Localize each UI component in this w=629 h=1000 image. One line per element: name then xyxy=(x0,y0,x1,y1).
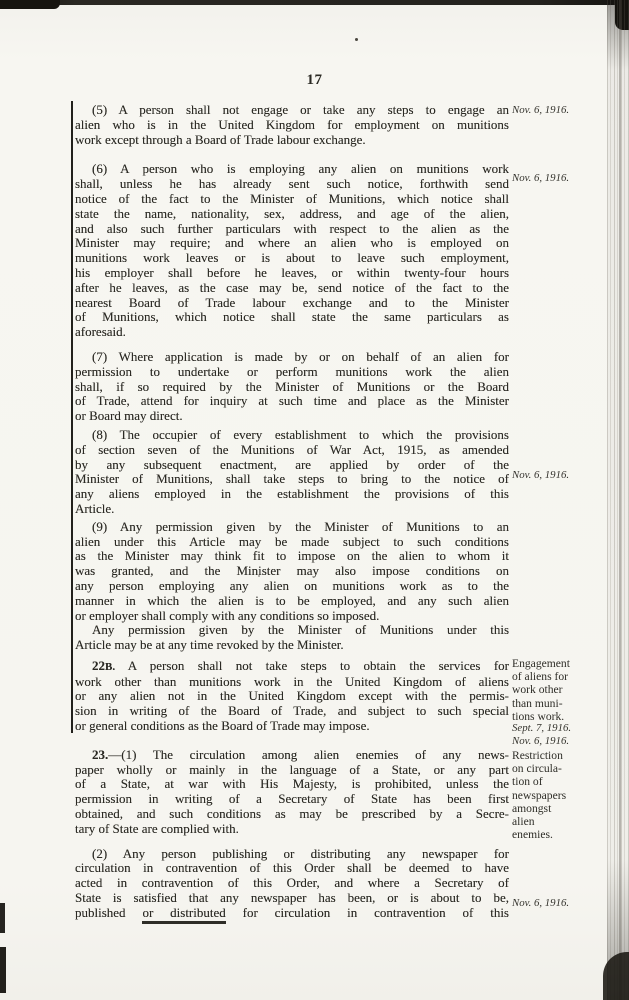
text-line xyxy=(75,409,509,424)
text-run: shall, unless he has already sent such notice, forthwith send xyxy=(75,176,509,192)
text-line xyxy=(75,609,509,624)
text-line xyxy=(75,133,509,148)
text-run: 22 xyxy=(92,657,105,673)
text-line xyxy=(75,365,509,380)
text-line xyxy=(75,638,509,653)
text-run: was granted, and the Minister may also impose conditions on xyxy=(75,563,509,579)
text-run: or any alien not in the United Kingdom except with the permis- xyxy=(75,688,509,704)
text-run: by any subsequent enactment, are applied by order of the xyxy=(75,456,509,472)
paragraph-article-22a-clause-9 xyxy=(75,520,509,624)
text-line xyxy=(75,296,509,311)
text-run: shall, if so required by the Minister of Munitions or the Board xyxy=(75,378,509,394)
margin-note-line: Engagement xyxy=(512,657,570,670)
text-run: —(1) The circulation among alien enemies of any news- xyxy=(108,746,509,762)
text-line xyxy=(75,251,509,266)
text-run: notice of the fact to the Minister of Munitions, which notice shall xyxy=(75,190,509,206)
text-line xyxy=(75,623,509,638)
margin-note-line: Restriction xyxy=(512,749,563,762)
text-run: (2) Any person publishing or distributing any newspaper for xyxy=(92,845,509,861)
margin-note-line: newspapers xyxy=(512,788,567,802)
margin-note-label xyxy=(512,657,607,723)
text-line xyxy=(75,380,509,395)
text-run: and also such further particulars with respect to the alien as the xyxy=(75,220,509,236)
text-line xyxy=(75,675,509,690)
text-line xyxy=(75,777,509,792)
margin-note-date xyxy=(512,722,607,748)
text-run: of a State, at war with His Majesty, is prohibited, unless the xyxy=(75,776,509,792)
text-run: work other than munitions work in the United Kingdom of aliens xyxy=(75,673,509,689)
margin-note-line: Sept. 7, 1916. xyxy=(512,722,572,734)
text-run: his employer shall before he leaves, or within twenty-four hours xyxy=(75,264,509,280)
text-line xyxy=(75,177,509,192)
text-line xyxy=(75,763,509,778)
scan-corner-top-left xyxy=(0,0,60,9)
text-line xyxy=(75,792,509,807)
text-line xyxy=(75,222,509,237)
paragraph-article-22a-clause-7 xyxy=(75,350,509,424)
text-line xyxy=(75,861,509,876)
text-run: 23. xyxy=(92,746,109,762)
margin-note-date xyxy=(512,469,607,482)
margin-note-line: amongst xyxy=(512,801,552,815)
scan-mark-bottom-left-2 xyxy=(0,947,6,993)
text-run: B. xyxy=(105,660,116,673)
text-line xyxy=(75,394,509,409)
margin-note-date xyxy=(512,897,607,910)
text-line xyxy=(75,579,509,594)
paragraph-article-23-clause-1 xyxy=(75,748,509,837)
text-line xyxy=(75,807,509,822)
text-run: A person shall not take steps to obtain the services for xyxy=(115,657,509,673)
text-run: (9) Any permission given by the Minister of Munitions to an xyxy=(92,518,509,534)
text-line xyxy=(75,266,509,281)
body-text-column xyxy=(75,103,509,921)
text-run: (6) A person who is employing any alien on munitions work xyxy=(92,161,509,177)
margin-note-line: Nov. 6, 1916. xyxy=(512,735,570,747)
text-run: any person employing any alien on munitions work as to the xyxy=(75,577,509,593)
text-run: alien under this Article may be made subject to such conditions xyxy=(75,533,509,549)
text-run: or general conditions as the Board of Trade may impose. xyxy=(75,718,370,734)
text-run: paper wholly or mainly in the language of a State, or any part xyxy=(75,761,509,777)
text-line xyxy=(75,906,509,921)
text-run: permission to undertake or perform munitions work the alien xyxy=(75,363,509,379)
text-run: (8) The occupier of every establishment to which the provisions xyxy=(92,426,509,442)
text-line xyxy=(75,549,509,564)
paragraph-article-22a-clause-5 xyxy=(75,103,509,147)
text-run: Minister may require; and where an alien who is employed on xyxy=(75,235,509,251)
paragraph-article-23-clause-2 xyxy=(75,847,509,921)
text-run: circulation in contravention of this Order shall be deemed to have xyxy=(75,860,509,876)
text-line xyxy=(75,847,509,862)
margin-note-label xyxy=(512,749,607,841)
text-line xyxy=(75,310,509,325)
text-line xyxy=(75,281,509,296)
text-run: (5) A person shall not engage or take any steps to engage an xyxy=(92,102,509,117)
text-run: munitions work leaves or is about to leave such employment, xyxy=(75,250,509,266)
text-line xyxy=(75,443,509,458)
text-line xyxy=(75,350,509,365)
text-run: acted in contravention of this Order, and where a Secretary of xyxy=(75,875,509,891)
text-run: Article may be at any time revoked by the Minister. xyxy=(75,637,344,653)
text-line xyxy=(75,564,509,579)
text-run: Any permission given by the Minister of Munitions under this xyxy=(92,622,509,638)
text-line xyxy=(75,876,509,891)
text-line xyxy=(75,487,509,502)
text-run: published xyxy=(75,904,143,920)
text-run: alien who is in the United Kingdom for employment on munitions xyxy=(75,116,509,132)
text-line xyxy=(75,535,509,550)
text-line xyxy=(75,822,509,837)
scan-edge-right xyxy=(607,0,629,1000)
text-run: tary of State are complied with. xyxy=(75,820,239,836)
text-line xyxy=(75,520,509,535)
margin-note-line: tions work. xyxy=(512,709,565,723)
text-line xyxy=(75,502,509,517)
text-line xyxy=(75,891,509,906)
text-run: work except through a Board of Trade labour exchange. xyxy=(75,131,366,147)
margin-note-line: of aliens for xyxy=(512,670,569,684)
text-run: or Board may direct. xyxy=(75,408,183,424)
text-line xyxy=(75,594,509,609)
paragraph-article-22a-clause-6 xyxy=(75,162,509,340)
text-run: after he leaves, as the case may be, send notice of the fact to the xyxy=(75,279,509,295)
text-run: obtained, and such conditions as may be prescribed by a Secre- xyxy=(75,806,509,822)
text-line xyxy=(75,428,509,443)
text-run: State is satisfied that any newspaper has been, or is about to be, xyxy=(75,890,509,906)
margin-note-line: Nov. 6, 1916. xyxy=(512,897,570,909)
text-line xyxy=(75,103,509,118)
text-line xyxy=(75,458,509,473)
margin-note-line: alien xyxy=(512,815,535,829)
text-run: manner in which the alien is to be employed, and any such alien xyxy=(75,592,509,608)
text-line xyxy=(75,472,509,487)
text-run: sion in writing of the Board of Trade, and subject to such special xyxy=(75,703,509,719)
text-line xyxy=(75,192,509,207)
text-run: permission in writing of a Secretary of State has been first xyxy=(75,791,509,807)
text-run: (7) Where application is made by or on behalf of an alien for xyxy=(92,348,509,364)
margin-note-line: than muni- xyxy=(512,696,563,710)
text-line xyxy=(75,704,509,719)
text-run: Minister of Munitions, shall take steps to bring to the notice of xyxy=(75,471,509,487)
paragraph-article-22a-clause-8 xyxy=(75,428,509,517)
amendment-change-bar xyxy=(71,101,73,733)
underlined-text: or distributed xyxy=(142,905,225,924)
text-run: of section seven of the Munitions of War Act, 1915, as amended xyxy=(75,441,509,457)
text-run: state the name, nationality, sex, address, and age of the alien, xyxy=(75,205,509,221)
text-run: for circulation in contravention of this xyxy=(225,904,509,920)
text-line xyxy=(75,162,509,177)
text-run: of Munitions, which notice shall state the same particulars as xyxy=(75,309,509,325)
text-line xyxy=(75,748,509,763)
text-run: as the Minister may think fit to impose on the alien to whom it xyxy=(75,548,509,564)
text-line xyxy=(75,118,509,133)
text-line xyxy=(75,719,509,734)
margin-note-line: Nov. 6, 1916. xyxy=(512,172,570,184)
text-line xyxy=(75,325,509,340)
scan-mark-bottom-left-1 xyxy=(0,903,5,933)
scan-edge-right-line xyxy=(619,0,621,1000)
margin-note-line: work other xyxy=(512,683,563,697)
text-line xyxy=(75,207,509,222)
text-line xyxy=(75,689,509,704)
margin-note-line: enemies. xyxy=(512,828,553,842)
text-run: any aliens employed in the establishment the provisions of this xyxy=(75,486,509,502)
scan-speck xyxy=(355,38,358,41)
text-run: Article. xyxy=(75,500,115,516)
text-line xyxy=(75,659,509,675)
margin-note-line: Nov. 6, 1916. xyxy=(512,104,570,116)
margin-note-line: on circula- xyxy=(512,762,562,776)
margin-notes-column xyxy=(512,0,607,1000)
margin-note-line: tion of xyxy=(512,775,543,789)
page-number: 17 xyxy=(306,72,323,88)
margin-note-date xyxy=(512,172,607,185)
text-run: aforesaid. xyxy=(75,324,126,340)
margin-note-date xyxy=(512,104,607,117)
text-run: of Trade, attend for inquiry at such time and place as the Minister xyxy=(75,393,509,409)
text-line xyxy=(75,236,509,251)
margin-note-line: Nov. 6, 1916. xyxy=(512,469,570,481)
paragraph-article-22a-revocation xyxy=(75,623,509,653)
paragraph-article-22b xyxy=(75,659,509,734)
text-run: nearest Board of Trade labour exchange and to the Minister xyxy=(75,294,509,310)
text-run: or employer shall comply with any conditions so imposed. xyxy=(75,607,380,623)
